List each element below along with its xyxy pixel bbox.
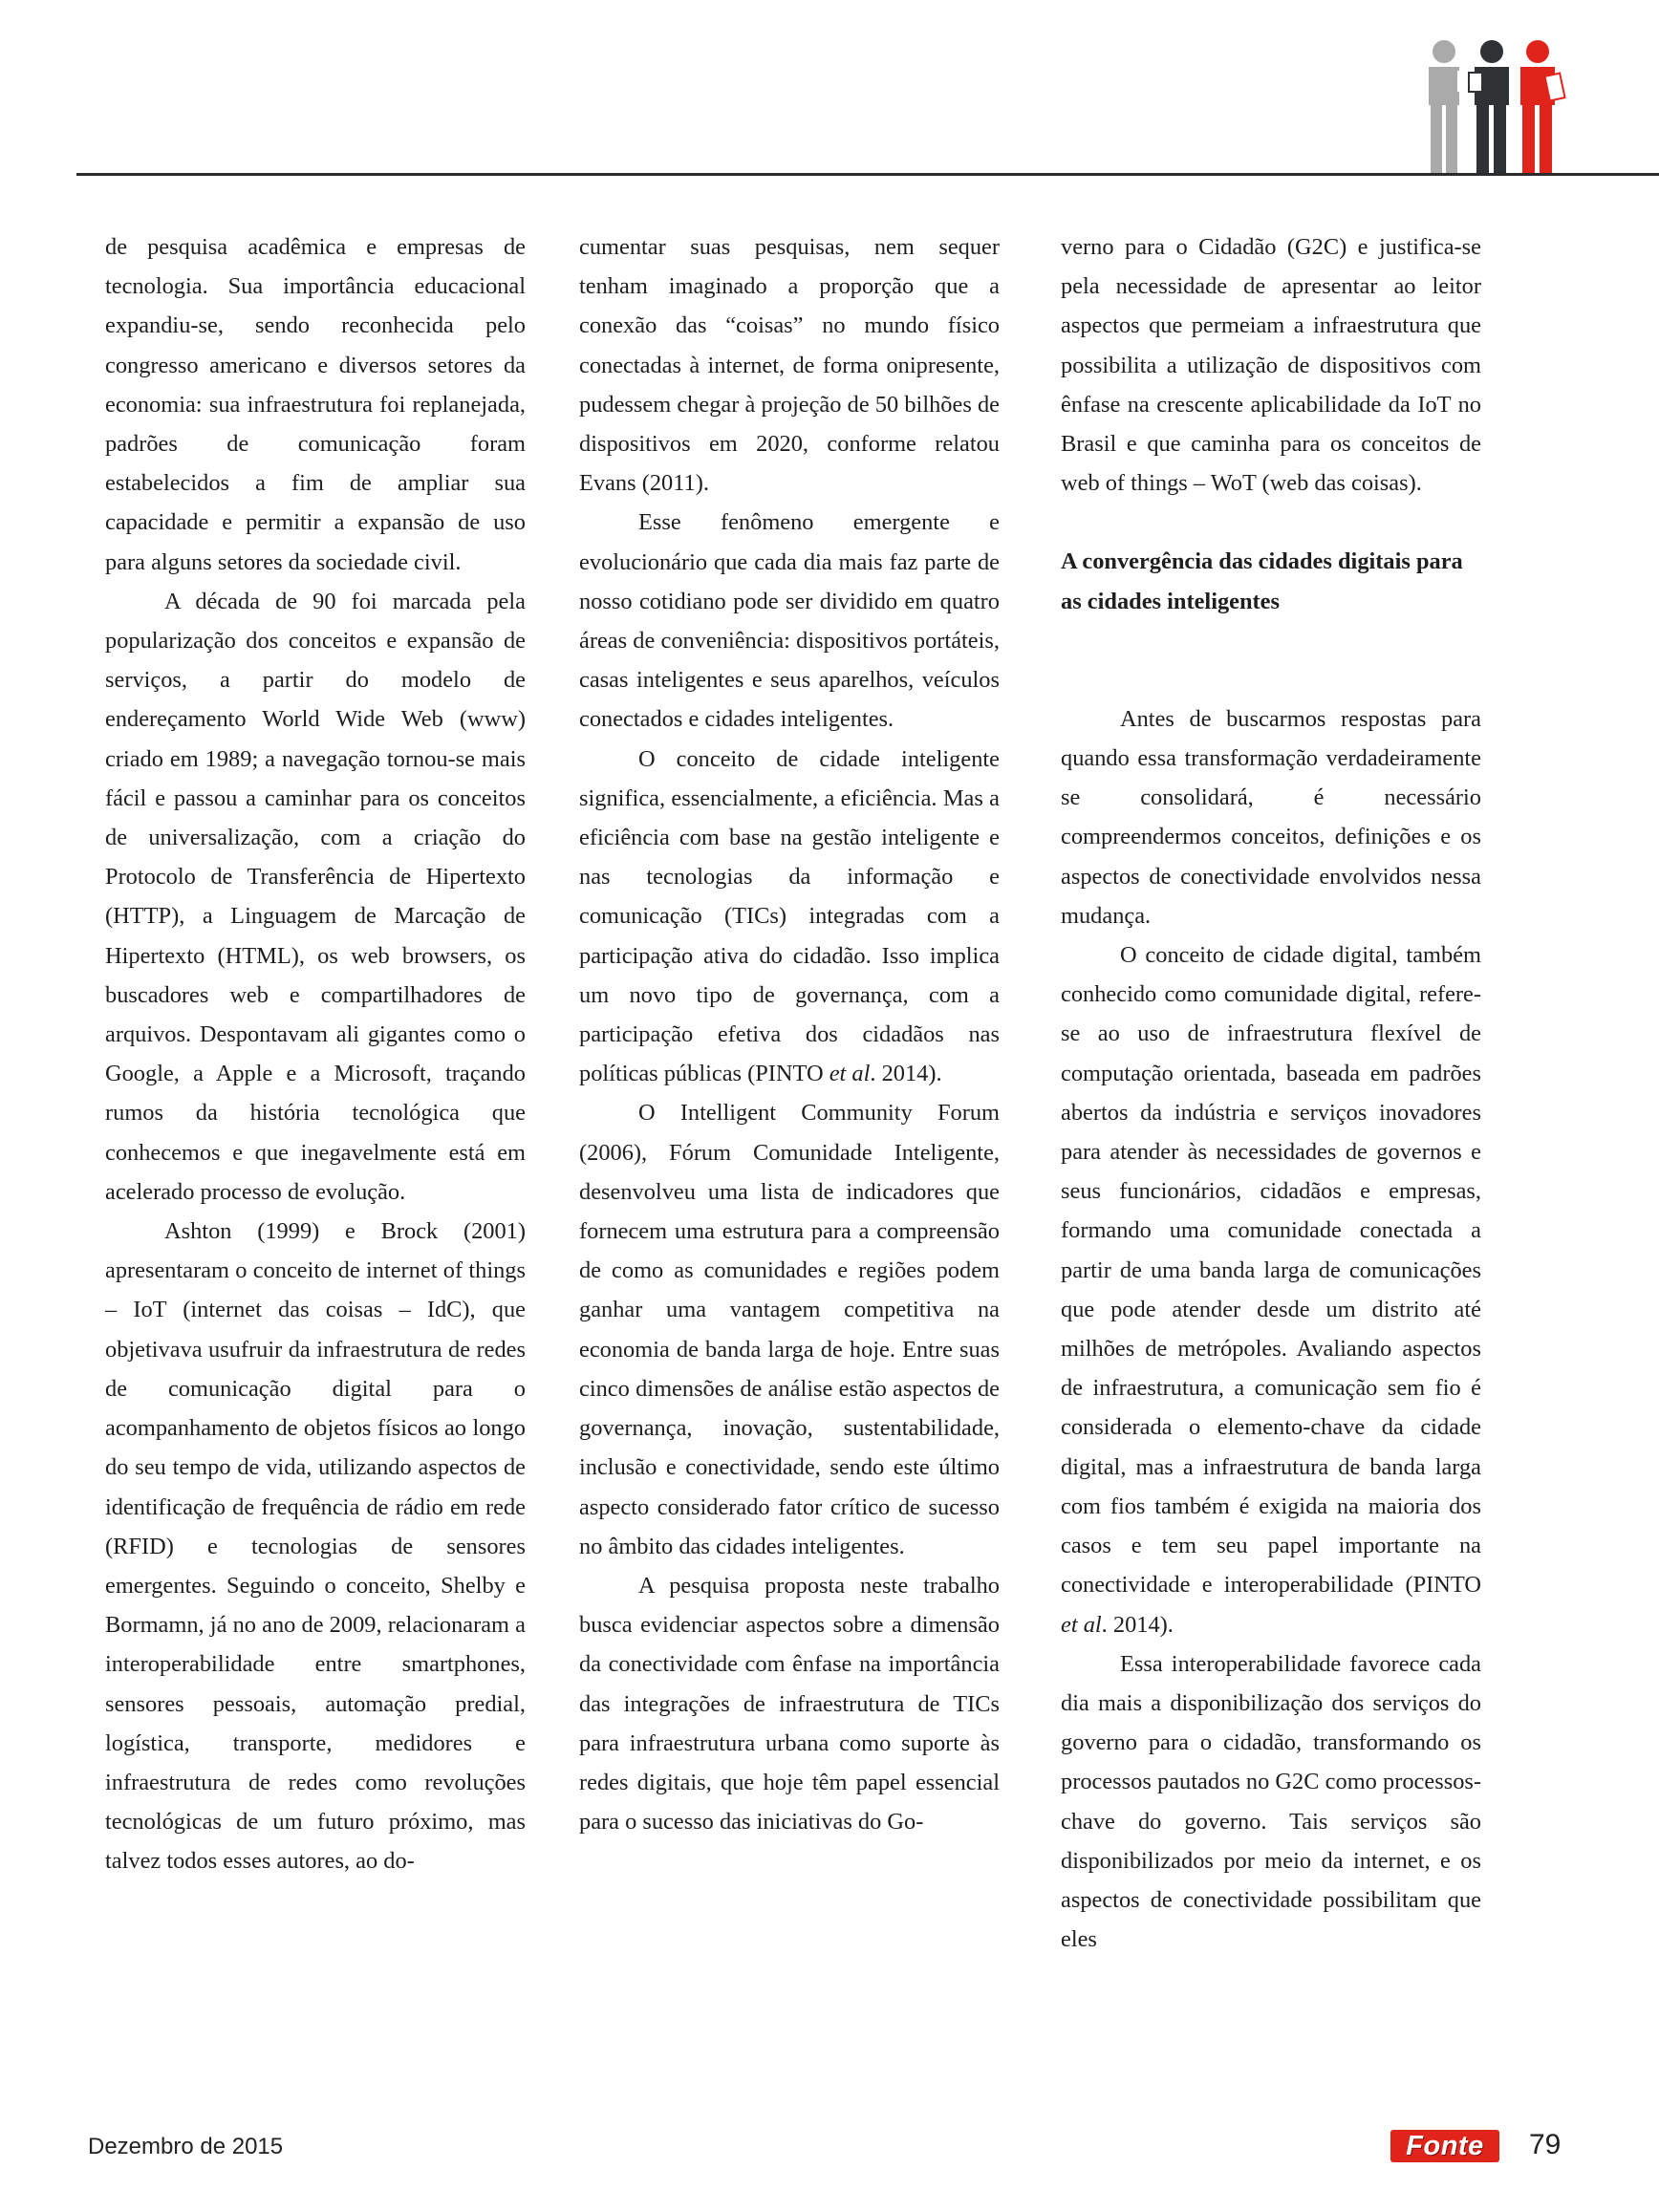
person-gray-icon — [1429, 40, 1471, 174]
citation-et-al: et al — [1061, 1611, 1102, 1638]
paragraph: A década de 90 foi marcada pela popularização dos conceitos e expansão de serviços, a partir do modelo de endereçamento World Wide Web (www) criado em 1989; a navegação tornou-se mais fácil e passou a caminhar para os conceitos de universalização, com a criação do Protocolo de Transferência de Hipertexto (HTTP), a Linguagem de Marcação de Hipertexto (HTML), os web browsers, os buscadores web e compartilhadores de arquivos. Despontavam ali gigantes como o Google, a Apple e a Microsoft, traçando rumos da história tecnológica que conhecemos e que inegavelmente está em acelerado processo de evolução. — [105, 588, 526, 1205]
paragraph — [579, 740, 1000, 1094]
paragraph: A pesquisa proposta neste trabalho busca evidenciar aspectos sobre a dimensão da conectividade com ênfase na importância das integrações de infraestrutura de TICs para infraestrutura urbana como suporte às redes digitais, que hoje têm papel essencial para o sucesso das iniciativas do Go- — [579, 1572, 1000, 1836]
article-column-1 — [105, 227, 526, 1881]
paragraph: Esse fenômeno emergente e evolucionário que cada dia mais faz parte de nosso cotidiano pode ser dividido em quatro áreas de conveniência: dispositivos portáteis, casas inteligentes e seus aparelhos, veículos conectados e cidades inteligentes. — [579, 509, 1000, 733]
paragraph: O Intelligent Community Forum (2006), Fórum Comunidade Inteligente, desenvolveu uma lista de indicadores que fornecem uma estrutura para a compreensão de como as comunidades e regiões podem ganhar uma vantagem competitiva na economia de banda larga de hoje. Entre suas cinco dimensões de análise estão aspectos de governança, inovação, sustentabilidade, inclusão e conectividade, sendo este último aspecto considerado fator crítico de sucesso no âmbito das cidades inteligentes. — [579, 1100, 1000, 1559]
paragraph: verno para o Cidadão (G2C) e justifica-se pela necessidade de apresentar ao leitor aspectos que permeiam a infraestrutura que possibilita a utilização de dispositivos com ênfase na crescente aplicabilidade da IoT no Brasil e que caminha para os conceitos de web of things – WoT (web das coisas). — [1061, 234, 1481, 497]
paragraph — [1061, 935, 1481, 1644]
header-rule — [76, 173, 1659, 176]
paragraph-text: O conceito de cidade inteligente significa, essencialmente, a eficiência. Mas a eficiência com base na gestão inteligente e nas tecnologias da informação e comunicação (TICs) integradas com a participação ativa do cidadão. Isso implica um novo tipo de governança, com a participação efetiva dos cidadãos nas políticas públicas (PINTO — [579, 745, 1000, 1087]
person-red-icon — [1520, 40, 1565, 174]
footer-date: Dezembro de 2015 — [88, 2134, 284, 2159]
paragraph-text: . 2014). — [870, 1061, 942, 1087]
fonte-logo: Fonte — [1390, 2130, 1499, 2162]
citation-et-al: et al — [829, 1061, 871, 1087]
page-number: 79 — [1529, 2129, 1562, 2160]
article-column-3 — [1061, 227, 1481, 1959]
paragraph-text: . 2014). — [1101, 1611, 1174, 1638]
person-dark-icon — [1469, 40, 1509, 174]
paragraph-text: O conceito de cidade digital, também conhecido como comunidade digital, refere-se ao uso de infraestrutura flexível de computação orientada, baseada em padrões abertos da indústria e serviços inovadores para atender às necessidades de governos e seus funcionários, cidadãos e empresas, formando uma comunidade conectada a partir de uma banda larga de comunicações que pode atender desde um distrito até milhões de metrópoles. Avaliando aspectos de infraestrutura, a comunicação sem fio é considerada o elemento-chave da cidade digital, mas a infraestrutura de banda larga com fios também é exigida na maioria dos casos e tem seu papel importante na conectividade e interoperabilidade (PINTO — [1061, 942, 1481, 1599]
section-heading: A convergência das cidades digitais para as cidades inteligentes — [1061, 548, 1463, 614]
paragraph: Ashton (1999) e Brock (2001) apresentaram o conceito de internet of things – IoT (internet das coisas – IdC), que objetivava usufruir da infraestrutura de redes de comunicação digital para o acompanhamento de objetos físicos ao longo do seu tempo de vida, utilizando aspectos de identificação de frequência de rádio em rede (RFID) e tecnologias de sensores emergentes. Seguindo o conceito, Shelby e Bormamn, já no ano de 2009, relacionaram a interoperabilidade entre smartphones, sensores pessoais, automação predial, logística, transporte, medidores e infraestrutura de redes como revoluções tecnológicas de um futuro próximo, mas talvez todos esses autores, ao do- — [105, 1218, 526, 1875]
paragraph: de pesquisa acadêmica e empresas de tecnologia. Sua importância educacional expandiu-se, sendo reconhecida pelo congresso americano e diversos setores da economia: sua infraestrutura foi replanejada, padrões de comunicação foram estabelecidos a fim de ampliar sua capacidade e permitir a expansão de uso para alguns setores da sociedade civil. — [105, 234, 526, 575]
paragraph: cumentar suas pesquisas, nem sequer tenham imaginado a proporção que a conexão das “coisas” no mundo físico conectadas à internet, de forma onipresente, pudessem chegar à projeção de 50 bilhões de dispositivos em 2020, conforme relatou Evans (2011). — [579, 234, 1000, 497]
article-column-2 — [579, 227, 1000, 1841]
people-icon — [1419, 38, 1572, 176]
paragraph: Essa interoperabilidade favorece cada dia mais a disponibilização dos serviços do governo para o cidadão, transformando os processos pautados no G2C como processos-chave do governo. Tais serviços são disponibilizados por meio da internet, e os aspectos de conectividade possibilitam que eles — [1061, 1650, 1481, 1953]
paragraph: Antes de buscarmos respostas para quando essa transformação verdadeiramente se consolidará, é necessário compreendermos conceitos, definições e os aspectos de conectividade envolvidos nessa mudança. — [1061, 705, 1481, 929]
